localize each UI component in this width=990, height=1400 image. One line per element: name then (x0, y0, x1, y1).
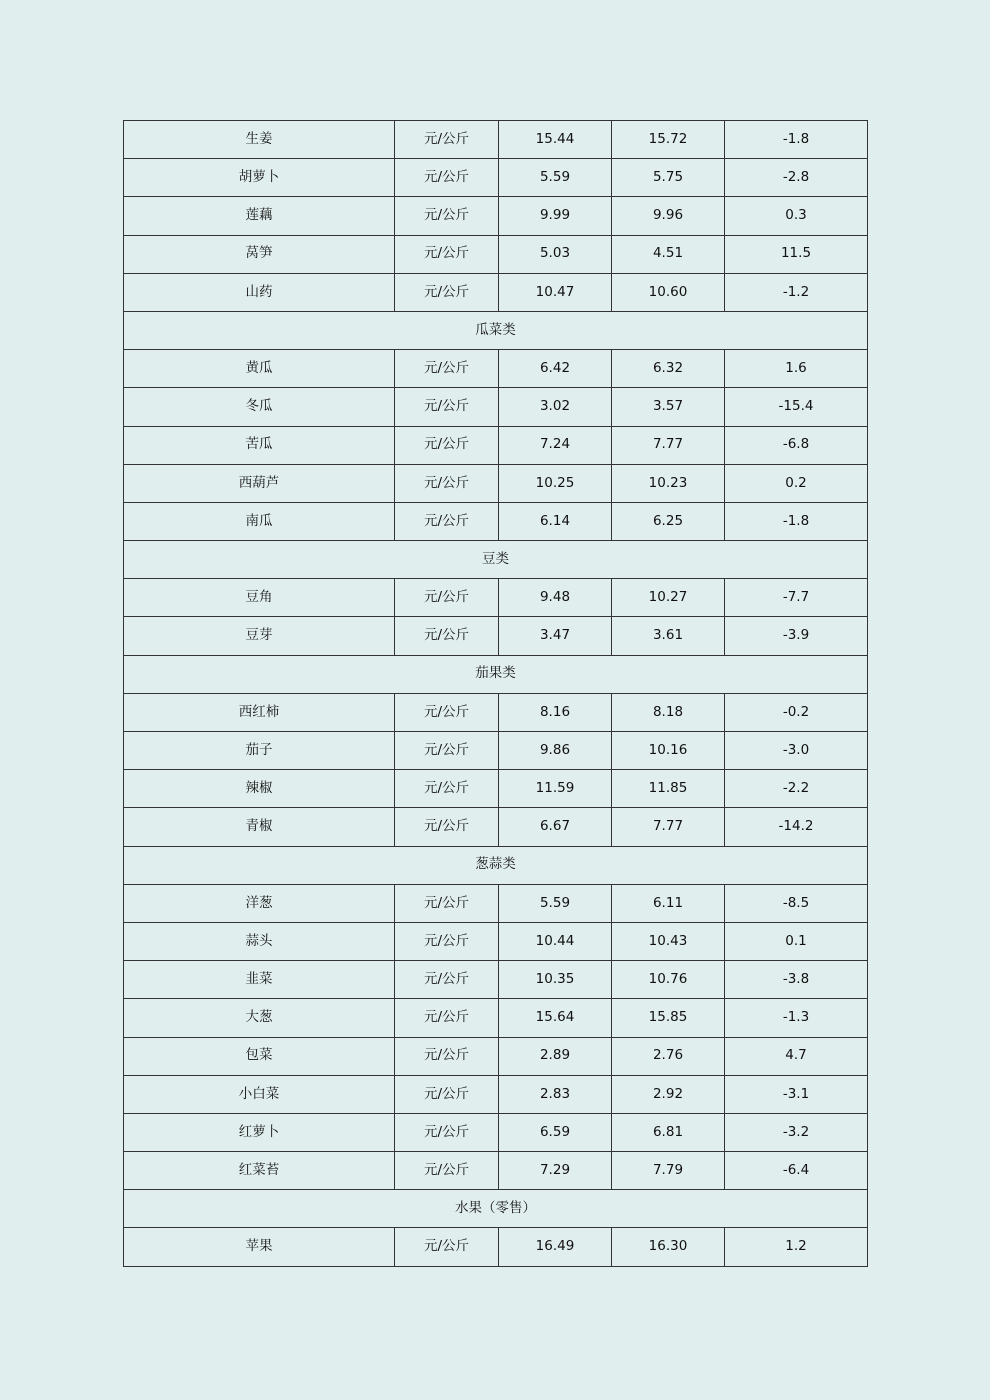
previous-price-cell: 15.85 (612, 999, 725, 1037)
previous-price-cell: 6.25 (612, 502, 725, 540)
item-name-cell: 冬瓜 (124, 388, 395, 426)
item-name-cell: 南瓜 (124, 502, 395, 540)
category-row (124, 846, 868, 884)
unit-cell: 元/公斤 (395, 922, 499, 960)
table-row (124, 388, 868, 426)
category-row (124, 311, 868, 349)
table-row (124, 273, 868, 311)
table-row (124, 197, 868, 235)
category-heading: 水果（零售） (124, 1190, 868, 1228)
previous-price-cell: 6.11 (612, 884, 725, 922)
category-heading: 豆类 (124, 541, 868, 579)
table-row (124, 1152, 868, 1190)
change-percent-cell: 0.2 (725, 464, 868, 502)
category-row (124, 541, 868, 579)
previous-price-cell: 2.92 (612, 1075, 725, 1113)
item-name-cell: 苦瓜 (124, 426, 395, 464)
previous-price-cell: 4.51 (612, 235, 725, 273)
change-percent-cell: -3.8 (725, 961, 868, 999)
change-percent-cell: -2.8 (725, 159, 868, 197)
previous-price-cell: 9.96 (612, 197, 725, 235)
change-percent-cell: -1.3 (725, 999, 868, 1037)
change-percent-cell: -6.8 (725, 426, 868, 464)
previous-price-cell: 10.16 (612, 732, 725, 770)
category-row (124, 1190, 868, 1228)
item-name-cell: 豆角 (124, 579, 395, 617)
table-row (124, 426, 868, 464)
category-heading: 瓜菜类 (124, 311, 868, 349)
current-price-cell: 10.35 (499, 961, 612, 999)
current-price-cell: 5.59 (499, 159, 612, 197)
unit-cell: 元/公斤 (395, 197, 499, 235)
item-name-cell: 西红柿 (124, 693, 395, 731)
item-name-cell: 红萝卜 (124, 1113, 395, 1151)
change-percent-cell: -15.4 (725, 388, 868, 426)
current-price-cell: 9.48 (499, 579, 612, 617)
unit-cell: 元/公斤 (395, 1152, 499, 1190)
table-row (124, 1037, 868, 1075)
current-price-cell: 16.49 (499, 1228, 612, 1266)
previous-price-cell: 6.81 (612, 1113, 725, 1151)
table-row (124, 922, 868, 960)
previous-price-cell: 3.57 (612, 388, 725, 426)
unit-cell: 元/公斤 (395, 808, 499, 846)
previous-price-cell: 10.43 (612, 922, 725, 960)
change-percent-cell: -2.2 (725, 770, 868, 808)
change-percent-cell: -3.1 (725, 1075, 868, 1113)
previous-price-cell: 16.30 (612, 1228, 725, 1266)
unit-cell: 元/公斤 (395, 732, 499, 770)
change-percent-cell: -14.2 (725, 808, 868, 846)
table-row (124, 1113, 868, 1151)
table-row (124, 961, 868, 999)
change-percent-cell: -0.2 (725, 693, 868, 731)
change-percent-cell: 1.2 (725, 1228, 868, 1266)
table-row (124, 350, 868, 388)
current-price-cell: 2.89 (499, 1037, 612, 1075)
item-name-cell: 洋葱 (124, 884, 395, 922)
table-row (124, 159, 868, 197)
current-price-cell: 7.29 (499, 1152, 612, 1190)
change-percent-cell: -1.2 (725, 273, 868, 311)
previous-price-cell: 10.76 (612, 961, 725, 999)
item-name-cell: 青椒 (124, 808, 395, 846)
change-percent-cell: 1.6 (725, 350, 868, 388)
table-row (124, 579, 868, 617)
current-price-cell: 9.86 (499, 732, 612, 770)
item-name-cell: 西葫芦 (124, 464, 395, 502)
category-heading: 葱蒜类 (124, 846, 868, 884)
change-percent-cell: 4.7 (725, 1037, 868, 1075)
unit-cell: 元/公斤 (395, 464, 499, 502)
unit-cell: 元/公斤 (395, 350, 499, 388)
item-name-cell: 包菜 (124, 1037, 395, 1075)
current-price-cell: 6.59 (499, 1113, 612, 1151)
unit-cell: 元/公斤 (395, 1228, 499, 1266)
change-percent-cell: 0.3 (725, 197, 868, 235)
item-name-cell: 莲藕 (124, 197, 395, 235)
unit-cell: 元/公斤 (395, 884, 499, 922)
item-name-cell: 蒜头 (124, 922, 395, 960)
current-price-cell: 10.25 (499, 464, 612, 502)
previous-price-cell: 5.75 (612, 159, 725, 197)
change-percent-cell: -1.8 (725, 502, 868, 540)
change-percent-cell: -3.9 (725, 617, 868, 655)
change-percent-cell: 11.5 (725, 235, 868, 273)
change-percent-cell: -1.8 (725, 121, 868, 159)
category-heading: 茄果类 (124, 655, 868, 693)
current-price-cell: 11.59 (499, 770, 612, 808)
current-price-cell: 3.02 (499, 388, 612, 426)
previous-price-cell: 2.76 (612, 1037, 725, 1075)
change-percent-cell: -3.0 (725, 732, 868, 770)
previous-price-cell: 10.23 (612, 464, 725, 502)
unit-cell: 元/公斤 (395, 1075, 499, 1113)
item-name-cell: 韭菜 (124, 961, 395, 999)
previous-price-cell: 7.77 (612, 808, 725, 846)
current-price-cell: 6.42 (499, 350, 612, 388)
current-price-cell: 10.44 (499, 922, 612, 960)
unit-cell: 元/公斤 (395, 273, 499, 311)
unit-cell: 元/公斤 (395, 502, 499, 540)
table-row (124, 808, 868, 846)
previous-price-cell: 3.61 (612, 617, 725, 655)
table-row (124, 1228, 868, 1266)
current-price-cell: 3.47 (499, 617, 612, 655)
table-row (124, 502, 868, 540)
item-name-cell: 红菜苔 (124, 1152, 395, 1190)
unit-cell: 元/公斤 (395, 579, 499, 617)
table-row (124, 235, 868, 273)
item-name-cell: 黄瓜 (124, 350, 395, 388)
previous-price-cell: 10.27 (612, 579, 725, 617)
current-price-cell: 15.44 (499, 121, 612, 159)
current-price-cell: 9.99 (499, 197, 612, 235)
unit-cell: 元/公斤 (395, 1037, 499, 1075)
unit-cell: 元/公斤 (395, 159, 499, 197)
unit-cell: 元/公斤 (395, 1113, 499, 1151)
price-table (123, 120, 868, 1267)
previous-price-cell: 8.18 (612, 693, 725, 731)
unit-cell: 元/公斤 (395, 235, 499, 273)
table-row (124, 121, 868, 159)
current-price-cell: 5.59 (499, 884, 612, 922)
previous-price-cell: 10.60 (612, 273, 725, 311)
item-name-cell: 大葱 (124, 999, 395, 1037)
unit-cell: 元/公斤 (395, 693, 499, 731)
unit-cell: 元/公斤 (395, 426, 499, 464)
unit-cell: 元/公斤 (395, 999, 499, 1037)
item-name-cell: 莴笋 (124, 235, 395, 273)
table-row (124, 770, 868, 808)
table-row (124, 999, 868, 1037)
change-percent-cell: -8.5 (725, 884, 868, 922)
previous-price-cell: 6.32 (612, 350, 725, 388)
category-row (124, 655, 868, 693)
item-name-cell: 豆芽 (124, 617, 395, 655)
unit-cell: 元/公斤 (395, 961, 499, 999)
current-price-cell: 7.24 (499, 426, 612, 464)
unit-cell: 元/公斤 (395, 770, 499, 808)
current-price-cell: 8.16 (499, 693, 612, 731)
current-price-cell: 10.47 (499, 273, 612, 311)
item-name-cell: 辣椒 (124, 770, 395, 808)
current-price-cell: 15.64 (499, 999, 612, 1037)
change-percent-cell: -7.7 (725, 579, 868, 617)
item-name-cell: 苹果 (124, 1228, 395, 1266)
item-name-cell: 胡萝卜 (124, 159, 395, 197)
previous-price-cell: 7.77 (612, 426, 725, 464)
table-row (124, 1075, 868, 1113)
current-price-cell: 6.67 (499, 808, 612, 846)
unit-cell: 元/公斤 (395, 121, 499, 159)
previous-price-cell: 7.79 (612, 1152, 725, 1190)
current-price-cell: 6.14 (499, 502, 612, 540)
current-price-cell: 2.83 (499, 1075, 612, 1113)
table-row (124, 617, 868, 655)
change-percent-cell: -3.2 (725, 1113, 868, 1151)
item-name-cell: 小白菜 (124, 1075, 395, 1113)
unit-cell: 元/公斤 (395, 617, 499, 655)
item-name-cell: 茄子 (124, 732, 395, 770)
table-row (124, 884, 868, 922)
table-row (124, 693, 868, 731)
previous-price-cell: 15.72 (612, 121, 725, 159)
price-table-body (124, 121, 868, 1267)
table-row (124, 464, 868, 502)
unit-cell: 元/公斤 (395, 388, 499, 426)
change-percent-cell: 0.1 (725, 922, 868, 960)
table-row (124, 732, 868, 770)
change-percent-cell: -6.4 (725, 1152, 868, 1190)
item-name-cell: 生姜 (124, 121, 395, 159)
previous-price-cell: 11.85 (612, 770, 725, 808)
item-name-cell: 山药 (124, 273, 395, 311)
current-price-cell: 5.03 (499, 235, 612, 273)
